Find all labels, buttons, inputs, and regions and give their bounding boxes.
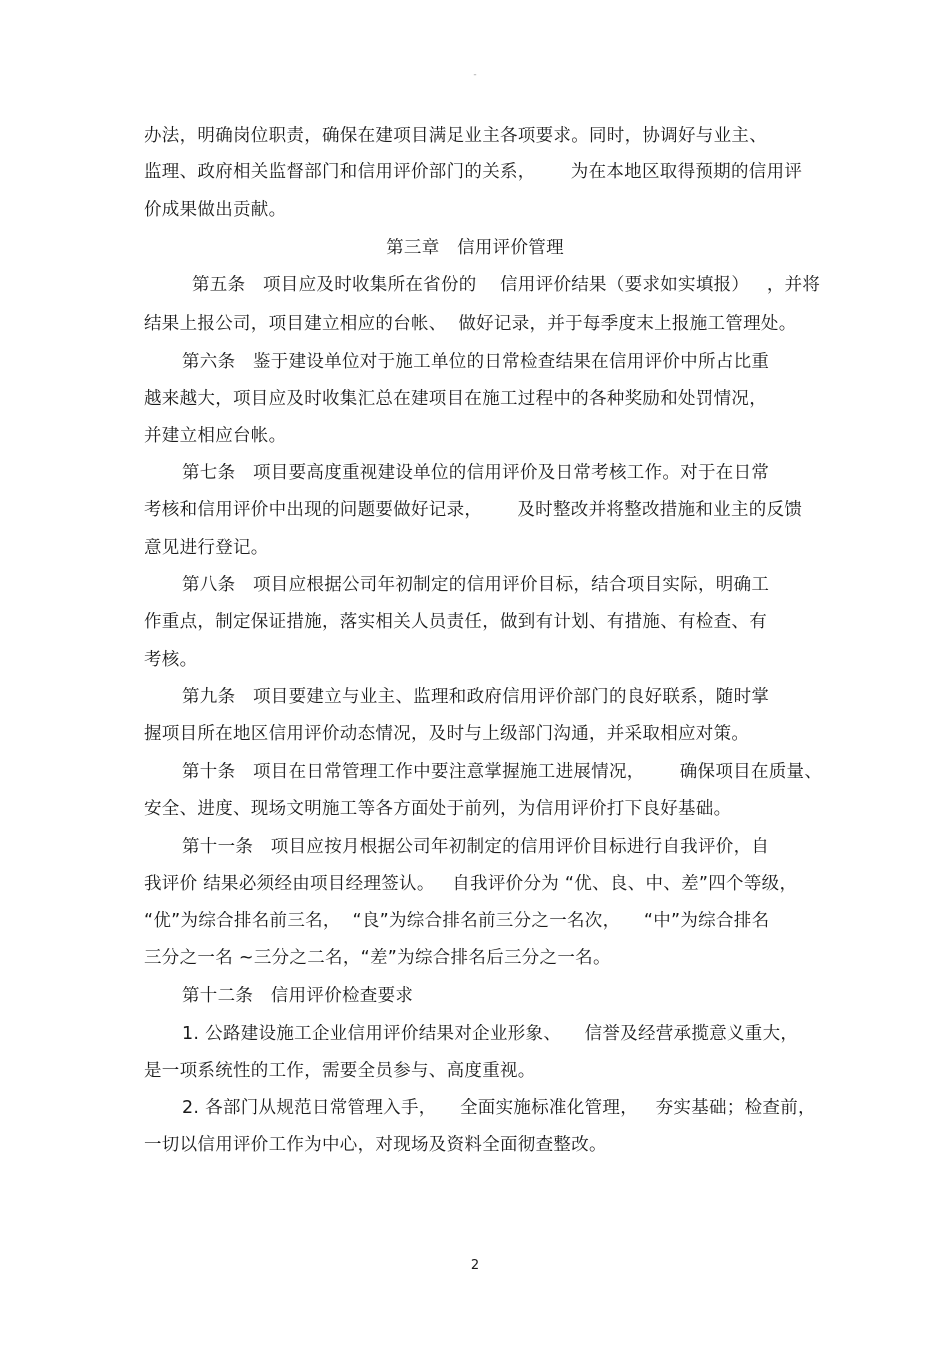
text-line: “优”为综合排名前三名， “良”为综合排名前三分之一名次， “中”为综合排名 [144, 911, 770, 931]
text-line: 办法，明确岗位职责，确保在建项目满足业主各项要求。同时，协调好与业主、 [144, 126, 767, 146]
text-line: 作重点，制定保证措施，落实相关人员责任，做到有计划、有措施、有检查、有 [144, 612, 767, 632]
text-line: 第七条 项目要高度重视建设单位的信用评价及日常考核工作。对于在日常 [182, 463, 770, 483]
text-line: 考核和信用评价中出现的问题要做好记录， 及时整改并将整改措施和业主的反馈 [144, 500, 803, 520]
text-line: 第十二条 信用评价检查要求 [182, 986, 414, 1006]
text-line: 是一项系统性的工作，需要全员参与、高度重视。 [144, 1061, 536, 1081]
text-line: 并建立相应台帐。 [144, 426, 287, 446]
text-line: 第十条 项目在日常管理工作中要注意掌握施工进展情况， 确保项目在质量、 [182, 762, 823, 782]
page-number: 2 [470, 1258, 480, 1273]
text-line: 越来越大，项目应及时收集汇总在建项目在施工过程中的各种奖励和处罚情况， [144, 389, 767, 409]
text-line: 价成果做出贡献。 [144, 200, 287, 220]
text-line: 第十一条 项目应按月根据公司年初制定的信用评价目标进行自我评价，自 [182, 837, 770, 857]
text-line: 考核。 [144, 650, 198, 670]
text-line: 1. 公路建设施工企业信用评价结果对企业形象、 信誉及经营承揽意义重大， [182, 1024, 799, 1044]
text-line: 监理、政府相关监督部门和信用评价部门的关系， 为在本地区取得预期的信用评 [144, 162, 803, 182]
text-line: 2. 各部门从规范日常管理入手， 全面实施标准化管理， 夯实基础；检查前， [182, 1098, 816, 1118]
text-line: 三分之一名 ~三分之二名，“差”为综合排名后三分之一名。 [144, 948, 611, 968]
text-line: 第六条 鉴于建设单位对于施工单位的日常检查结果在信用评价中所占比重 [182, 352, 770, 372]
text-line: 安全、进度、现场文明施工等各方面处于前列，为信用评价打下良好基础。 [144, 799, 732, 819]
text-line: 第五条 项目应及时收集所在省份的 信用评价结果（要求如实填报） ，并将 [192, 275, 821, 295]
chapter-title: 第三章 信用评价管理 [386, 238, 564, 258]
text-line: 我评价 结果必须经由项目经理签认。 自我评价分为 “优、良、中、差”四个等级， [144, 874, 798, 894]
text-line: 意见进行登记。 [144, 538, 269, 558]
text-line: 第八条 项目应根据公司年初制定的信用评价目标，结合项目实际，明确工 [182, 575, 770, 595]
text-line: 握项目所在地区信用评价动态情况，及时与上级部门沟通，并采取相应对策。 [144, 724, 750, 744]
text-line: 一切以信用评价工作为中心，对现场及资料全面彻查整改。 [144, 1135, 607, 1155]
text-line: 第九条 项目要建立与业主、监理和政府信用评价部门的良好联系，随时掌 [182, 687, 770, 707]
text-line: 结果上报公司，项目建立相应的台帐、 做好记录，并于每季度末上报施工管理处。 [144, 314, 797, 334]
header-mark: - [473, 70, 477, 80]
